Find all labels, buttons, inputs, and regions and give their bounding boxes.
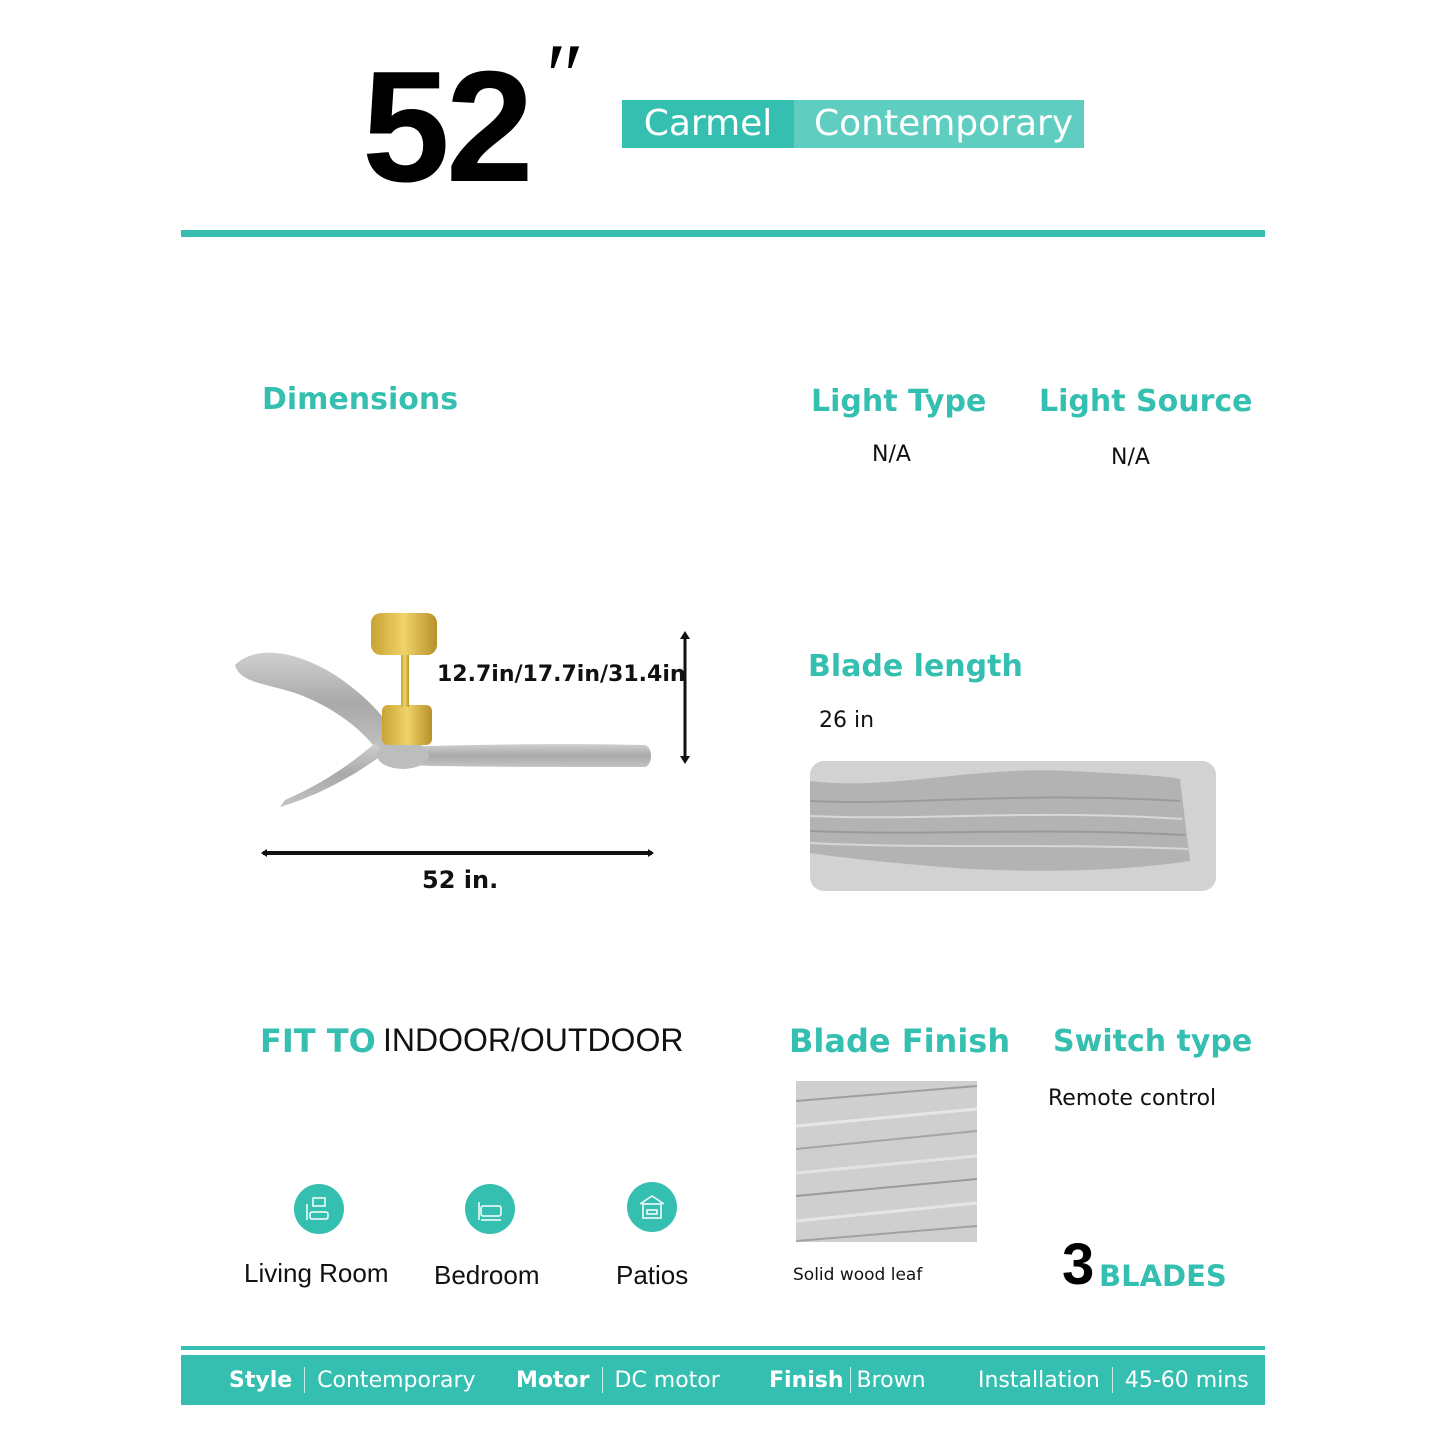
fan-illustration — [225, 605, 695, 835]
switch-type-title: Switch type — [1053, 1024, 1253, 1059]
blade-image — [810, 761, 1216, 891]
footer-finish-key: Finish — [769, 1367, 844, 1393]
blade-count: 3 — [1062, 1232, 1095, 1297]
footer-motor-key: Motor — [516, 1367, 590, 1393]
footer-style-key: Style — [229, 1367, 293, 1393]
blade-finish-swatch — [796, 1081, 977, 1242]
footer-finish — [769, 1355, 926, 1405]
footer-style — [229, 1355, 476, 1405]
light-source-title: Light Source — [1039, 384, 1253, 419]
tag-name: Carmel — [622, 100, 794, 148]
room-label-patios: Patios — [616, 1260, 689, 1290]
blade-count-label: BLADES — [1099, 1259, 1227, 1293]
bedroom-icon — [465, 1184, 515, 1234]
width-label: 52 in. — [422, 866, 499, 894]
room-label-bedroom: Bedroom — [434, 1260, 540, 1290]
product-tag — [622, 100, 1084, 148]
fit-to-value: INDOOR/OUTDOOR — [383, 1022, 684, 1058]
wood-grain-icon — [796, 1081, 977, 1242]
footer-separator — [602, 1367, 603, 1393]
spec-footer — [181, 1355, 1265, 1405]
blade-length-value: 26 in — [819, 708, 875, 733]
footer-separator — [850, 1367, 851, 1393]
footer-style-value: Contemporary — [317, 1367, 476, 1393]
inch-mark: ″ — [540, 25, 579, 127]
fit-to-title: FIT TO — [260, 1022, 376, 1060]
light-type-title: Light Type — [811, 384, 987, 419]
patio-icon — [627, 1182, 677, 1232]
room-label-living: Living Room — [244, 1258, 389, 1288]
blade-length-title: Blade length — [808, 649, 1023, 684]
footer-finish-value: Brown — [856, 1367, 926, 1393]
top-divider — [181, 230, 1265, 237]
footer-divider — [181, 1346, 1265, 1350]
footer-motor-value: DC motor — [614, 1367, 720, 1393]
light-source-value: N/A — [1111, 445, 1150, 470]
footer-separator — [304, 1367, 305, 1393]
height-label: 12.7in/17.7in/31.4in — [437, 662, 686, 687]
blade-icon — [810, 761, 1216, 891]
double-arrow-icon — [261, 849, 654, 857]
footer-installation — [978, 1355, 1249, 1405]
dimensions-title: Dimensions — [262, 382, 459, 417]
living-room-icon — [294, 1184, 344, 1234]
tag-style: Contemporary — [794, 100, 1084, 148]
switch-type-value: Remote control — [1048, 1086, 1217, 1111]
footer-separator — [1112, 1367, 1113, 1393]
footer-install-key: Installation — [978, 1367, 1100, 1393]
fan-size — [362, 39, 530, 215]
light-type-value: N/A — [872, 442, 911, 467]
blade-finish-caption: Solid wood leaf — [793, 1265, 923, 1285]
footer-install-value: 45-60 mins — [1124, 1367, 1249, 1393]
footer-motor — [516, 1355, 720, 1405]
fan-size-number: 52 — [362, 39, 530, 215]
blade-finish-title: Blade Finish — [789, 1022, 1011, 1060]
width-arrow — [261, 844, 654, 850]
fan-drawing-icon — [225, 605, 695, 835]
